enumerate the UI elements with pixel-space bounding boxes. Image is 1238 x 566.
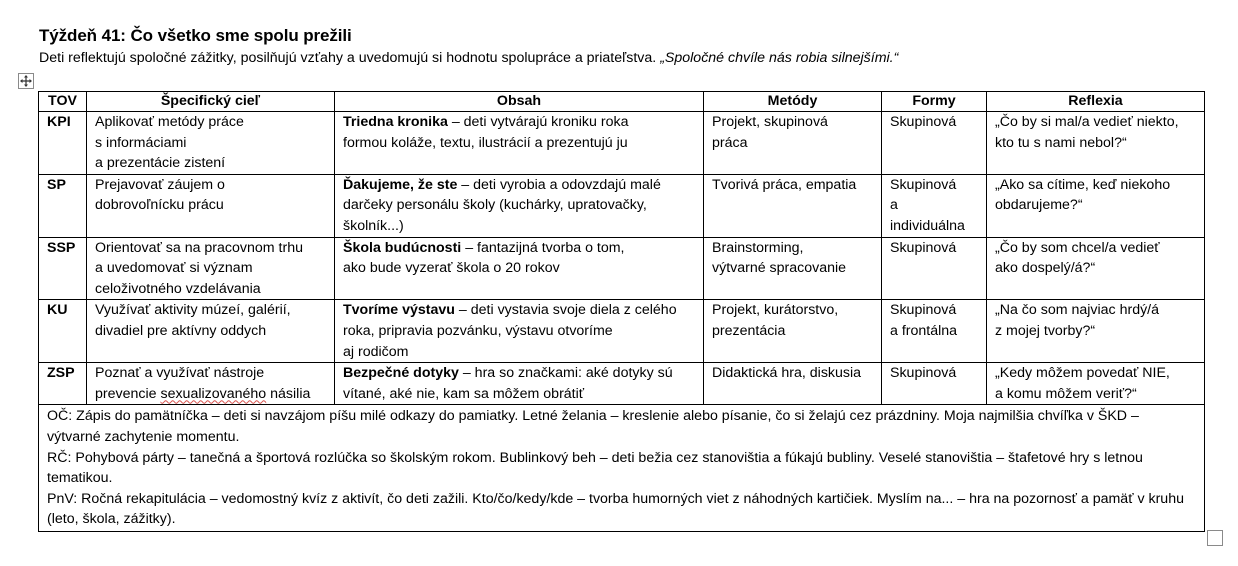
cell-methods: Brainstorming, výtvarné spracovanie	[704, 237, 882, 300]
cell-goal: Prejavovať záujem o dobrovoľnícku prácu	[87, 174, 335, 237]
weekly-plan-table	[38, 91, 1205, 532]
document-title: Týždeň 41: Čo všetko sme spolu prežili	[39, 26, 352, 45]
activity-rc: RČ: Pohybová párty – tanečná a športová rozlúčka so školským rokom. Bublinkový beh – deti bežia cez stanovištia a fúkajú bubliny. Veselé stanovištia – štafetové hry s letnou tematikou.	[47, 449, 1143, 487]
header-methods: Metódy	[704, 92, 882, 112]
subtitle-text: Deti reflektujú spoločné zážitky, posilňujú vzťahy a uvedomujú si hodnotu spolupráce a priateľstva.	[39, 50, 657, 66]
cell-methods: Projekt, kurátorstvo, prezentácia	[704, 300, 882, 363]
cell-content: Triedna kronika – deti vytvárajú kroniku roka formou koláže, textu, ilustrácií a prezentujú ju	[335, 112, 704, 175]
cell-reflection: „Čo by si mal/a vedieť niekto, kto tu s nami nebol?“	[987, 112, 1205, 175]
activity-oc: OČ: Zápis do pamätníčka – deti si navzájom píšu milé odkazy do pamiatky. Letné želania – kreslenie alebo písanie, čo si želajú cez prázdniny. Moja najmilšia chvíľka v ŠKD – výtvarné zachytenie momentu.	[47, 408, 1139, 445]
cell-reflection: „Na čo som najviac hrdý/á z mojej tvorby?“	[987, 300, 1205, 363]
table-row	[39, 112, 1205, 175]
activity-pnv: PnV: Ročná rekapitulácia – vedomostný kvíz z aktivít, čo deti zažili. Kto/čo/kedy/kde – tvorba humorných viet z náhodných kartičiek. Myslím na... – hra na pozornosť a pamäť v kruhu (leto, škola, zážitky).	[47, 490, 1184, 528]
table-header-row	[39, 92, 1205, 112]
cell-content: Ďakujeme, že ste – deti vyrobia a odovzdajú malé darčeky personálu školy (kuchárky, upratovačky, školník...)	[335, 174, 704, 237]
cell-content: Škola budúcnosti – fantazijná tvorba o tom, ako bude vyzerať škola o 20 rokov	[335, 237, 704, 300]
table-footer-row	[39, 405, 1205, 532]
cell-tov: ZSP	[39, 363, 87, 405]
document-subtitle	[39, 50, 898, 66]
cell-goal: Poznať a využívať nástroje prevencie sexualizovaného násilia	[87, 363, 335, 405]
header-forms: Formy	[882, 92, 987, 112]
cell-methods: Tvorivá práca, empatia	[704, 174, 882, 237]
cell-goal: Aplikovať metódy práce s informáciami a prezentácie zistení	[87, 112, 335, 175]
header-reflection: Reflexia	[987, 92, 1205, 112]
spellcheck-word[interactable]: sexualizovaného	[160, 385, 267, 402]
cell-content: Tvoríme výstavu – deti vystavia svoje diela z celého roka, pripravia pozvánku, výstavu otvoríme aj rodičom	[335, 300, 704, 363]
cell-reflection: „Kedy môžem povedať NIE, a komu môžem veriť?“	[987, 363, 1205, 405]
cell-forms: Skupinová a individuálna	[882, 174, 987, 237]
header-tov: TOV	[39, 92, 87, 112]
cell-methods: Didaktická hra, diskusia	[704, 363, 882, 405]
cell-methods: Projekt, skupinová práca	[704, 112, 882, 175]
cell-tov: KPI	[39, 112, 87, 175]
cell-forms: Skupinová	[882, 363, 987, 405]
move-arrows-icon[interactable]	[18, 73, 34, 89]
cell-tov: SP	[39, 174, 87, 237]
header-content: Obsah	[335, 92, 704, 112]
header-goal: Špecifický cieľ	[87, 92, 335, 112]
subtitle-quote: „Spoločné chvíle nás robia silnejšími.“	[660, 50, 899, 66]
cell-reflection: „Ako sa cítime, keď niekoho obdarujeme?“	[987, 174, 1205, 237]
table-row	[39, 237, 1205, 300]
cell-tov: KU	[39, 300, 87, 363]
cell-goal: Využívať aktivity múzeí, galérií, divadiel pre aktívny oddych	[87, 300, 335, 363]
cell-content: Bezpečné dotyky – hra so značkami: aké dotyky sú vítané, aké nie, kam sa môžem obrátiť	[335, 363, 704, 405]
resize-square-icon[interactable]	[1207, 530, 1223, 546]
cell-reflection: „Čo by som chcel/a vedieť ako dospelý/á?“	[987, 237, 1205, 300]
cell-goal: Orientovať sa na pracovnom trhu a uvedomovať si význam celoživotného vzdelávania	[87, 237, 335, 300]
cell-activities	[39, 405, 1205, 532]
cell-tov: SSP	[39, 237, 87, 300]
table-row	[39, 300, 1205, 363]
table-row	[39, 363, 1205, 405]
cell-forms: Skupinová	[882, 112, 987, 175]
cell-forms: Skupinová	[882, 237, 987, 300]
table-row	[39, 174, 1205, 237]
cell-forms: Skupinová a frontálna	[882, 300, 987, 363]
